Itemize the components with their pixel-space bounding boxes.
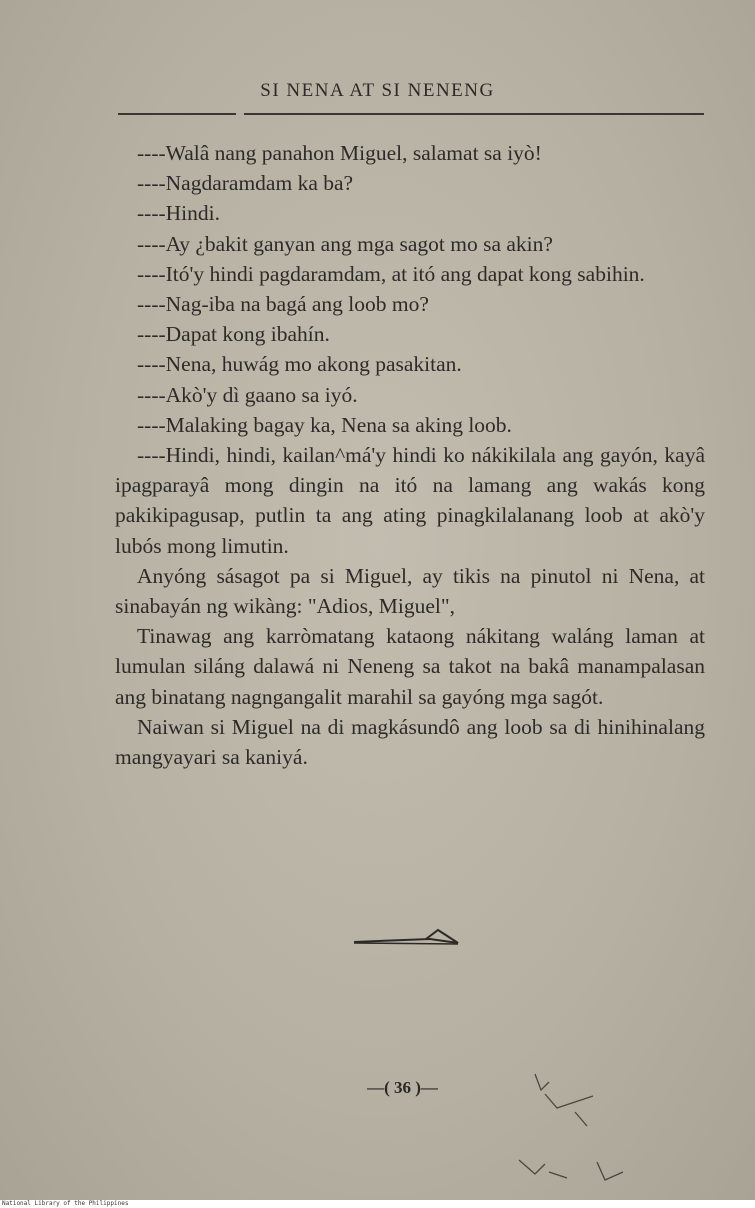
header-rule-right	[244, 113, 704, 115]
paragraph: ----Akò'y dì gaano sa iyó.	[137, 382, 358, 407]
body-text	[115, 138, 705, 772]
running-header: SI NENA AT SI NENENG	[260, 80, 495, 101]
paragraph: ----Nena, huwág mo akong pasakitan.	[137, 352, 462, 377]
paragraph: ----Walâ nang panahon Miguel, salamat sa iyò!	[137, 141, 542, 165]
header-rule-left	[118, 113, 236, 115]
paragraph: ----Itó'y hindi pagdaramdam, at itó ang dapat kong sabihin.	[137, 261, 645, 286]
paragraph: ----Nag-iba na bagá ang loob mo?	[137, 292, 429, 317]
paragraph: ----Ay ¿bakit ganyan ang mga sagot mo sa akin?	[137, 231, 553, 256]
paragraph: Tinawag ang karròmatang kataong nákitang waláng laman at lumulan siláng dalawá ni Neneng sa takot na bakâ manampalasan ang binatang nagngangalit marahil sa gayóng mga sagót.	[115, 624, 705, 709]
pencil-marks	[505, 1068, 635, 1188]
paragraph: Anyóng sásagot pa si Miguel, ay tikis na pinutol ni Nena, at sinabayán ng wikàng: "Adios, Miguel",	[115, 563, 705, 619]
page-number: —( 36 )—	[367, 1078, 438, 1097]
end-ornament	[352, 928, 462, 950]
paragraph: ----Malaking bagay ka, Nena sa aking loob.	[137, 412, 512, 437]
paragraph: ----Hindi, hindi, kailan^má'y hindi ko nákikilala ang gayón, kayâ ipagparayâ mong dingin na itó na lamang ang wakás kong pakikipagusap, putlin ta ang ating pinagkilalanang loob at akò'y lubós mong limutin.	[115, 443, 705, 558]
paragraph: Naiwan si Miguel na di magkásundô ang loob sa di hinihinalang mangyayari sa kaniyá.	[115, 714, 705, 770]
paragraph: ----Hindi.	[137, 201, 220, 226]
paragraph: ----Dapat kong ibahín.	[137, 322, 330, 347]
footer-credit: National Library of the Philippines	[2, 1200, 129, 1207]
paragraph: ----Nagdaramdam ka ba?	[137, 171, 354, 196]
